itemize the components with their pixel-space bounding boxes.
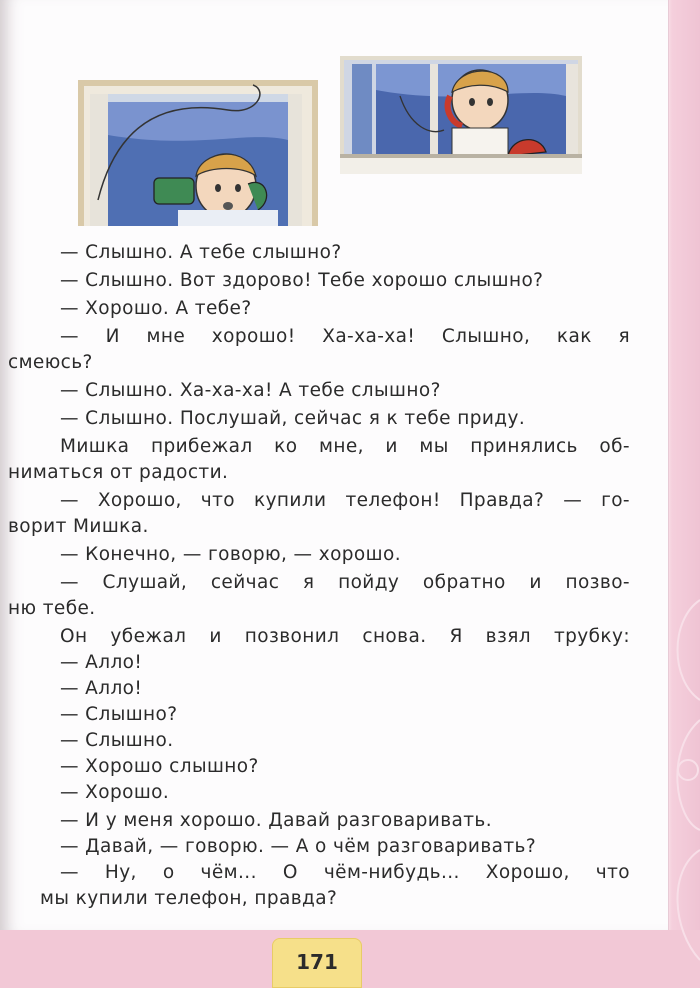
text-line: ворит Мишка. xyxy=(8,516,149,537)
text-line: — Алло! xyxy=(60,652,143,673)
text-line: Мишка прибежал ко мне, и мы принялись об- xyxy=(60,436,630,457)
text-line: Он убежал и позвонил снова. Я взял трубку: xyxy=(60,626,630,647)
text-line: — Давай, — говорю. — А о чём разговаривать? xyxy=(60,836,537,857)
illustration-boy-window-right xyxy=(340,56,582,174)
floral-ornament xyxy=(660,560,700,980)
text-line: — Конечно, — говорю, — хорошо. xyxy=(60,544,401,565)
text-line: мы купили телефон, правда? xyxy=(40,888,338,909)
text-line: — Слышно. А тебе слышно? xyxy=(60,242,342,263)
illustration-boy-window-left xyxy=(78,80,318,226)
text-line: — И у меня хорошо. Давай разговаривать. xyxy=(60,810,493,831)
text-line: смеюсь? xyxy=(8,352,93,373)
text-line: — И мне хорошо! Ха-ха-ха! Слышно, как я xyxy=(60,326,630,347)
text-line: — Слышно? xyxy=(60,704,178,725)
page-number: 171 xyxy=(296,950,338,974)
text-line: — Слышно. Послушай, сейчас я к тебе приду. xyxy=(60,408,526,429)
text-line: — Слышно. Ха-ха-ха! А тебе слышно? xyxy=(60,380,441,401)
text-line: ниматься от радости. xyxy=(8,462,229,483)
text-line: — Хорошо. xyxy=(60,782,170,803)
text-line: — Слышно. Вот здорово! Тебе хорошо слышно? xyxy=(60,270,544,291)
text-line: — Хорошо, что купили телефон! Правда? — го- xyxy=(60,490,630,511)
text-line: — Слушай, сейчас я пойду обратно и позво- xyxy=(60,572,630,593)
text-line: — Хорошо слышно? xyxy=(60,756,259,777)
text-line: — Хорошо. А тебе? xyxy=(60,298,252,319)
text-line: — Слышно. xyxy=(60,730,174,751)
text-line: ню тебе. xyxy=(8,598,96,619)
text-line: — Ну, о чём... О чём-нибудь... Хорошо, что xyxy=(60,862,630,883)
text-line: — Алло! xyxy=(60,678,143,699)
